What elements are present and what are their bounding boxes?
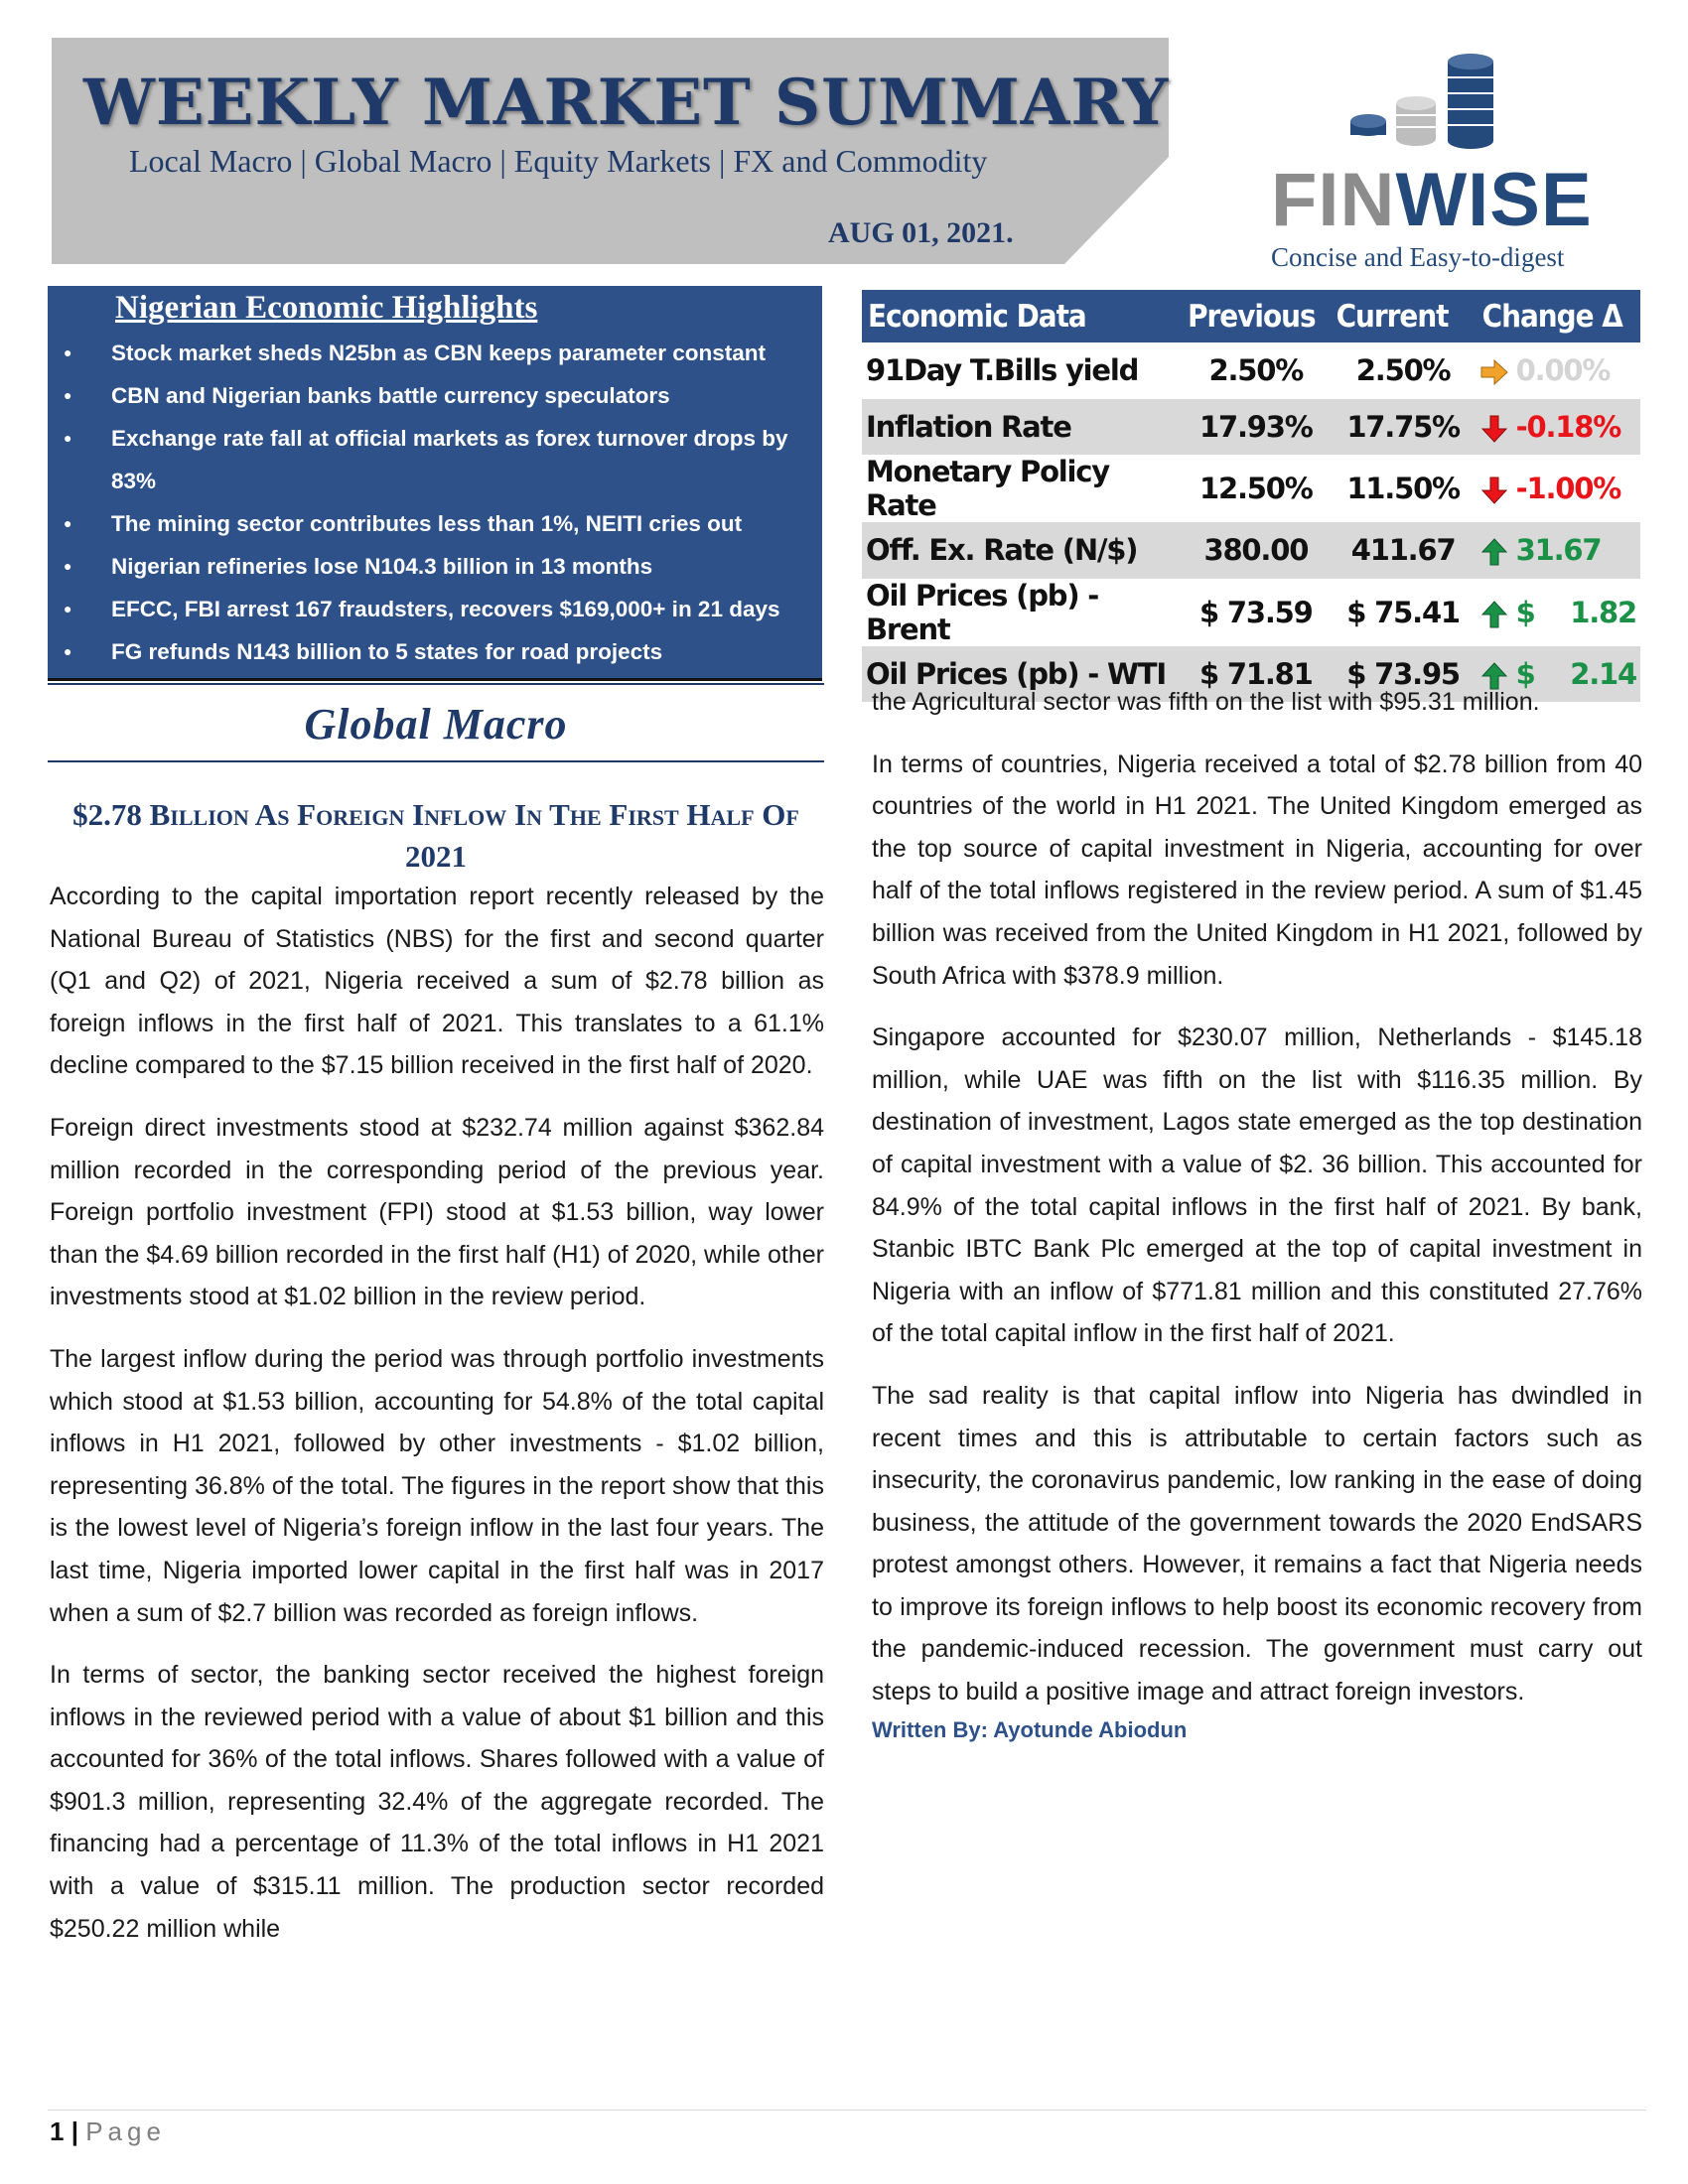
article-byline: Written By: Ayotunde Abiodun	[872, 1716, 1188, 1742]
row-label: Monetary Policy Rate	[866, 455, 1109, 522]
change-value: $ 2.14	[1515, 656, 1636, 691]
highlight-item: ● EFCC, FBI arrest 167 fraudsters, recovers $169,000+ in 21 days	[60, 588, 814, 630]
highlight-item: ● FG refunds N143 billion to 5 states for road projects	[60, 630, 814, 673]
economic-data-table	[862, 290, 1640, 702]
row-current: 17.75%	[1331, 399, 1477, 456]
header-current: Current	[1331, 290, 1477, 342]
table-row	[862, 399, 1640, 456]
article-title: $2.78 Billion As Foreign Inflow In The First Half Of 2021	[72, 797, 799, 874]
logo-wise: WISE	[1395, 158, 1593, 242]
article-left-column	[50, 876, 824, 1950]
highlight-item: ● CBN and Nigerian banks battle currency speculators	[60, 374, 814, 417]
finwise-logo	[1261, 52, 1609, 275]
change-value: 0.00%	[1515, 353, 1611, 388]
article-paragraph: Singapore accounted for $230.07 million, Netherlands - $145.18 million, while UAE was fifth on the list with $116.35 million. By destination of investment, Lagos state emerged as the top destination of capital investment with a value of $2. 36 billion. This accounted for 84.9% of the total capital inflows in the first half of 2021. By bank, Stanbic IBTC Bank Plc emerged at the top of capital investment in Nigeria with an inflow of $771.81 million and this constituted 27.76% of the total capital inflow in the first half of 2021.	[872, 1024, 1642, 1348]
row-label: Oil Prices (pb) - Brent	[866, 578, 1099, 646]
article-paragraph: The sad reality is that capital inflow into Nigeria has dwindled in recent times and this is attributable to certain factors such as insecurity, the coronavirus pandemic, low ranking in the ease of doing business, the attitude of the government towards the 2020 EndSARS protest amongst others. However, it remains a fact that Nigeria needs to improve its foreign inflows to help boost its economic recovery from the pandemic-induced recession. The government must carry out steps to build a positive image and attract foreign investors.	[872, 1381, 1642, 1706]
header-previous: Previous	[1182, 290, 1330, 342]
row-previous: 12.50%	[1199, 472, 1313, 505]
row-current: 11.50%	[1346, 472, 1460, 505]
table-row	[862, 455, 1640, 522]
footer-separator: |	[64, 2116, 86, 2146]
arrow-up-icon	[1480, 538, 1508, 566]
article-paragraph: In terms of sector, the banking sector received the highest foreign inflows in the reviewed period with a value of about $1 billion and this accounted for 36% of the total inflows. Shares followed with a value of $901.3 million, representing 32.4% of the aggregate recorded. The financing had a percentage of 11.3% of the total inflows in H1 2021 with a value of $315.11 million. The production sector recorded $250.22 million while	[50, 1661, 824, 1943]
row-label: Off. Ex. Rate (N/$)	[862, 522, 1182, 579]
row-label: Oil Prices (pb) - WTI	[862, 646, 1182, 703]
economic-highlights-box	[48, 286, 822, 681]
row-current: 2.50%	[1355, 353, 1451, 388]
article-paragraph: In terms of countries, Nigeria received a total of $2.78 billion from 40 countries of the world in H1 2021. The United Kingdom emerged as the top source of capital investment in Nigeria, accounting for over half of the total inflows registered in the review period. A sum of $1.45 billion was received from the United Kingdom in H1 2021, followed by South Africa with $378.9 million.	[872, 750, 1642, 990]
arrow-up-icon	[1480, 601, 1508, 628]
article-paragraph: The largest inflow during the period was through portfolio investments which stood at $1.53 billion, accounting for 54.8% of the total capital inflows in H1 2021, followed by other investments - $1.02 billion, representing 36.8% of the total. The figures in the report show that this is the lowest level of Nigeria’s foreign inflow in the last four years. The last time, Nigeria imported lower capital in the first half was in 2017 when a sum of $2.7 billion was recorded as foreign inflows.	[50, 1344, 824, 1627]
row-change	[1477, 342, 1640, 399]
page-word: Page	[85, 2116, 166, 2146]
coin-stack-icon	[1340, 52, 1539, 151]
report-subtitle: Local Macro | Global Macro | Equity Markets | FX and Commodity	[129, 143, 988, 179]
section-divider	[48, 683, 824, 685]
logo-fin: FIN	[1271, 158, 1396, 242]
row-label: 91Day T.Bills yield	[866, 353, 1139, 388]
page-number: 1	[50, 2116, 65, 2146]
row-current: 411.67	[1331, 522, 1477, 579]
table-row	[862, 579, 1640, 646]
row-previous: $ 71.81	[1182, 646, 1330, 703]
row-current: $ 73.95	[1331, 646, 1477, 703]
arrow-right-icon	[1480, 358, 1508, 386]
highlight-item: ● The mining sector contributes less than 1%, NEITI cries out	[60, 502, 814, 545]
row-previous: 2.50%	[1208, 353, 1304, 388]
report-title: WEEKLY MARKET SUMMARY	[83, 66, 1170, 140]
highlight-item: ● Stock market sheds N25bn as CBN keeps parameter constant	[60, 332, 814, 374]
section-divider	[48, 760, 824, 762]
logo-wordmark	[1271, 158, 1593, 242]
logo-tagline: Concise and Easy-to-digest	[1271, 242, 1565, 272]
change-value: -0.18%	[1515, 409, 1621, 444]
row-previous: $ 73.59	[1199, 595, 1313, 629]
page-footer	[50, 2116, 166, 2147]
table-row	[862, 522, 1640, 579]
article-paragraph: the Agricultural sector was fifth on the list with $95.31 million.	[872, 688, 1540, 716]
header-economic-data: Economic Data	[862, 290, 1182, 342]
row-current: $ 75.41	[1346, 595, 1460, 629]
row-change	[1477, 399, 1640, 456]
row-change	[1477, 522, 1640, 579]
article-right-column	[872, 681, 1642, 1747]
row-previous: 380.00	[1182, 522, 1330, 579]
article-paragraph: Foreign direct investments stood at $232.74 million against $362.84 million recorded in the corresponding period of the previous year. Foreign portfolio investment (FPI) stood at $1.53 billion, way lower than the $4.69 billion recorded in the first half (H1) of 2020, while other investments stood at $1.02 billion in the review period.	[50, 1113, 824, 1311]
header-banner	[52, 38, 1169, 264]
change-value: -1.00%	[1515, 472, 1621, 505]
table-row	[862, 342, 1640, 399]
footer-divider	[48, 2110, 1646, 2111]
arrow-down-icon	[1480, 477, 1508, 504]
arrow-down-icon	[1480, 415, 1508, 443]
change-value: 31.67	[1515, 533, 1602, 568]
header-change: Change Δ	[1477, 290, 1640, 342]
table-body	[862, 342, 1640, 702]
report-date: AUG 01, 2021.	[828, 216, 1014, 249]
table-header-row	[862, 290, 1640, 342]
article-paragraph: According to the capital importation report recently released by the National Bureau of Statistics (NBS) for the first and second quarter (Q1 and Q2) of 2021, Nigeria received a sum of $2.78 billion as foreign inflows in the first half of 2021. This translates to a 61.1% decline compared to the $7.15 billion received in the first half of 2020.	[50, 883, 824, 1080]
highlights-title: Nigerian Economic Highlights	[115, 290, 538, 326]
section-title-global-macro: Global Macro	[304, 700, 568, 749]
change-value: $ 1.82	[1515, 595, 1636, 629]
row-label: Inflation Rate	[862, 399, 1182, 456]
highlight-item: ● Nigerian refineries lose N104.3 billion in 13 months	[60, 545, 814, 588]
row-previous: 17.93%	[1182, 399, 1330, 456]
row-change	[1477, 579, 1640, 646]
row-change	[1477, 455, 1640, 522]
highlights-list	[60, 332, 814, 673]
highlight-item: ● Exchange rate fall at official markets as forex turnover drops by 83%	[60, 417, 814, 502]
